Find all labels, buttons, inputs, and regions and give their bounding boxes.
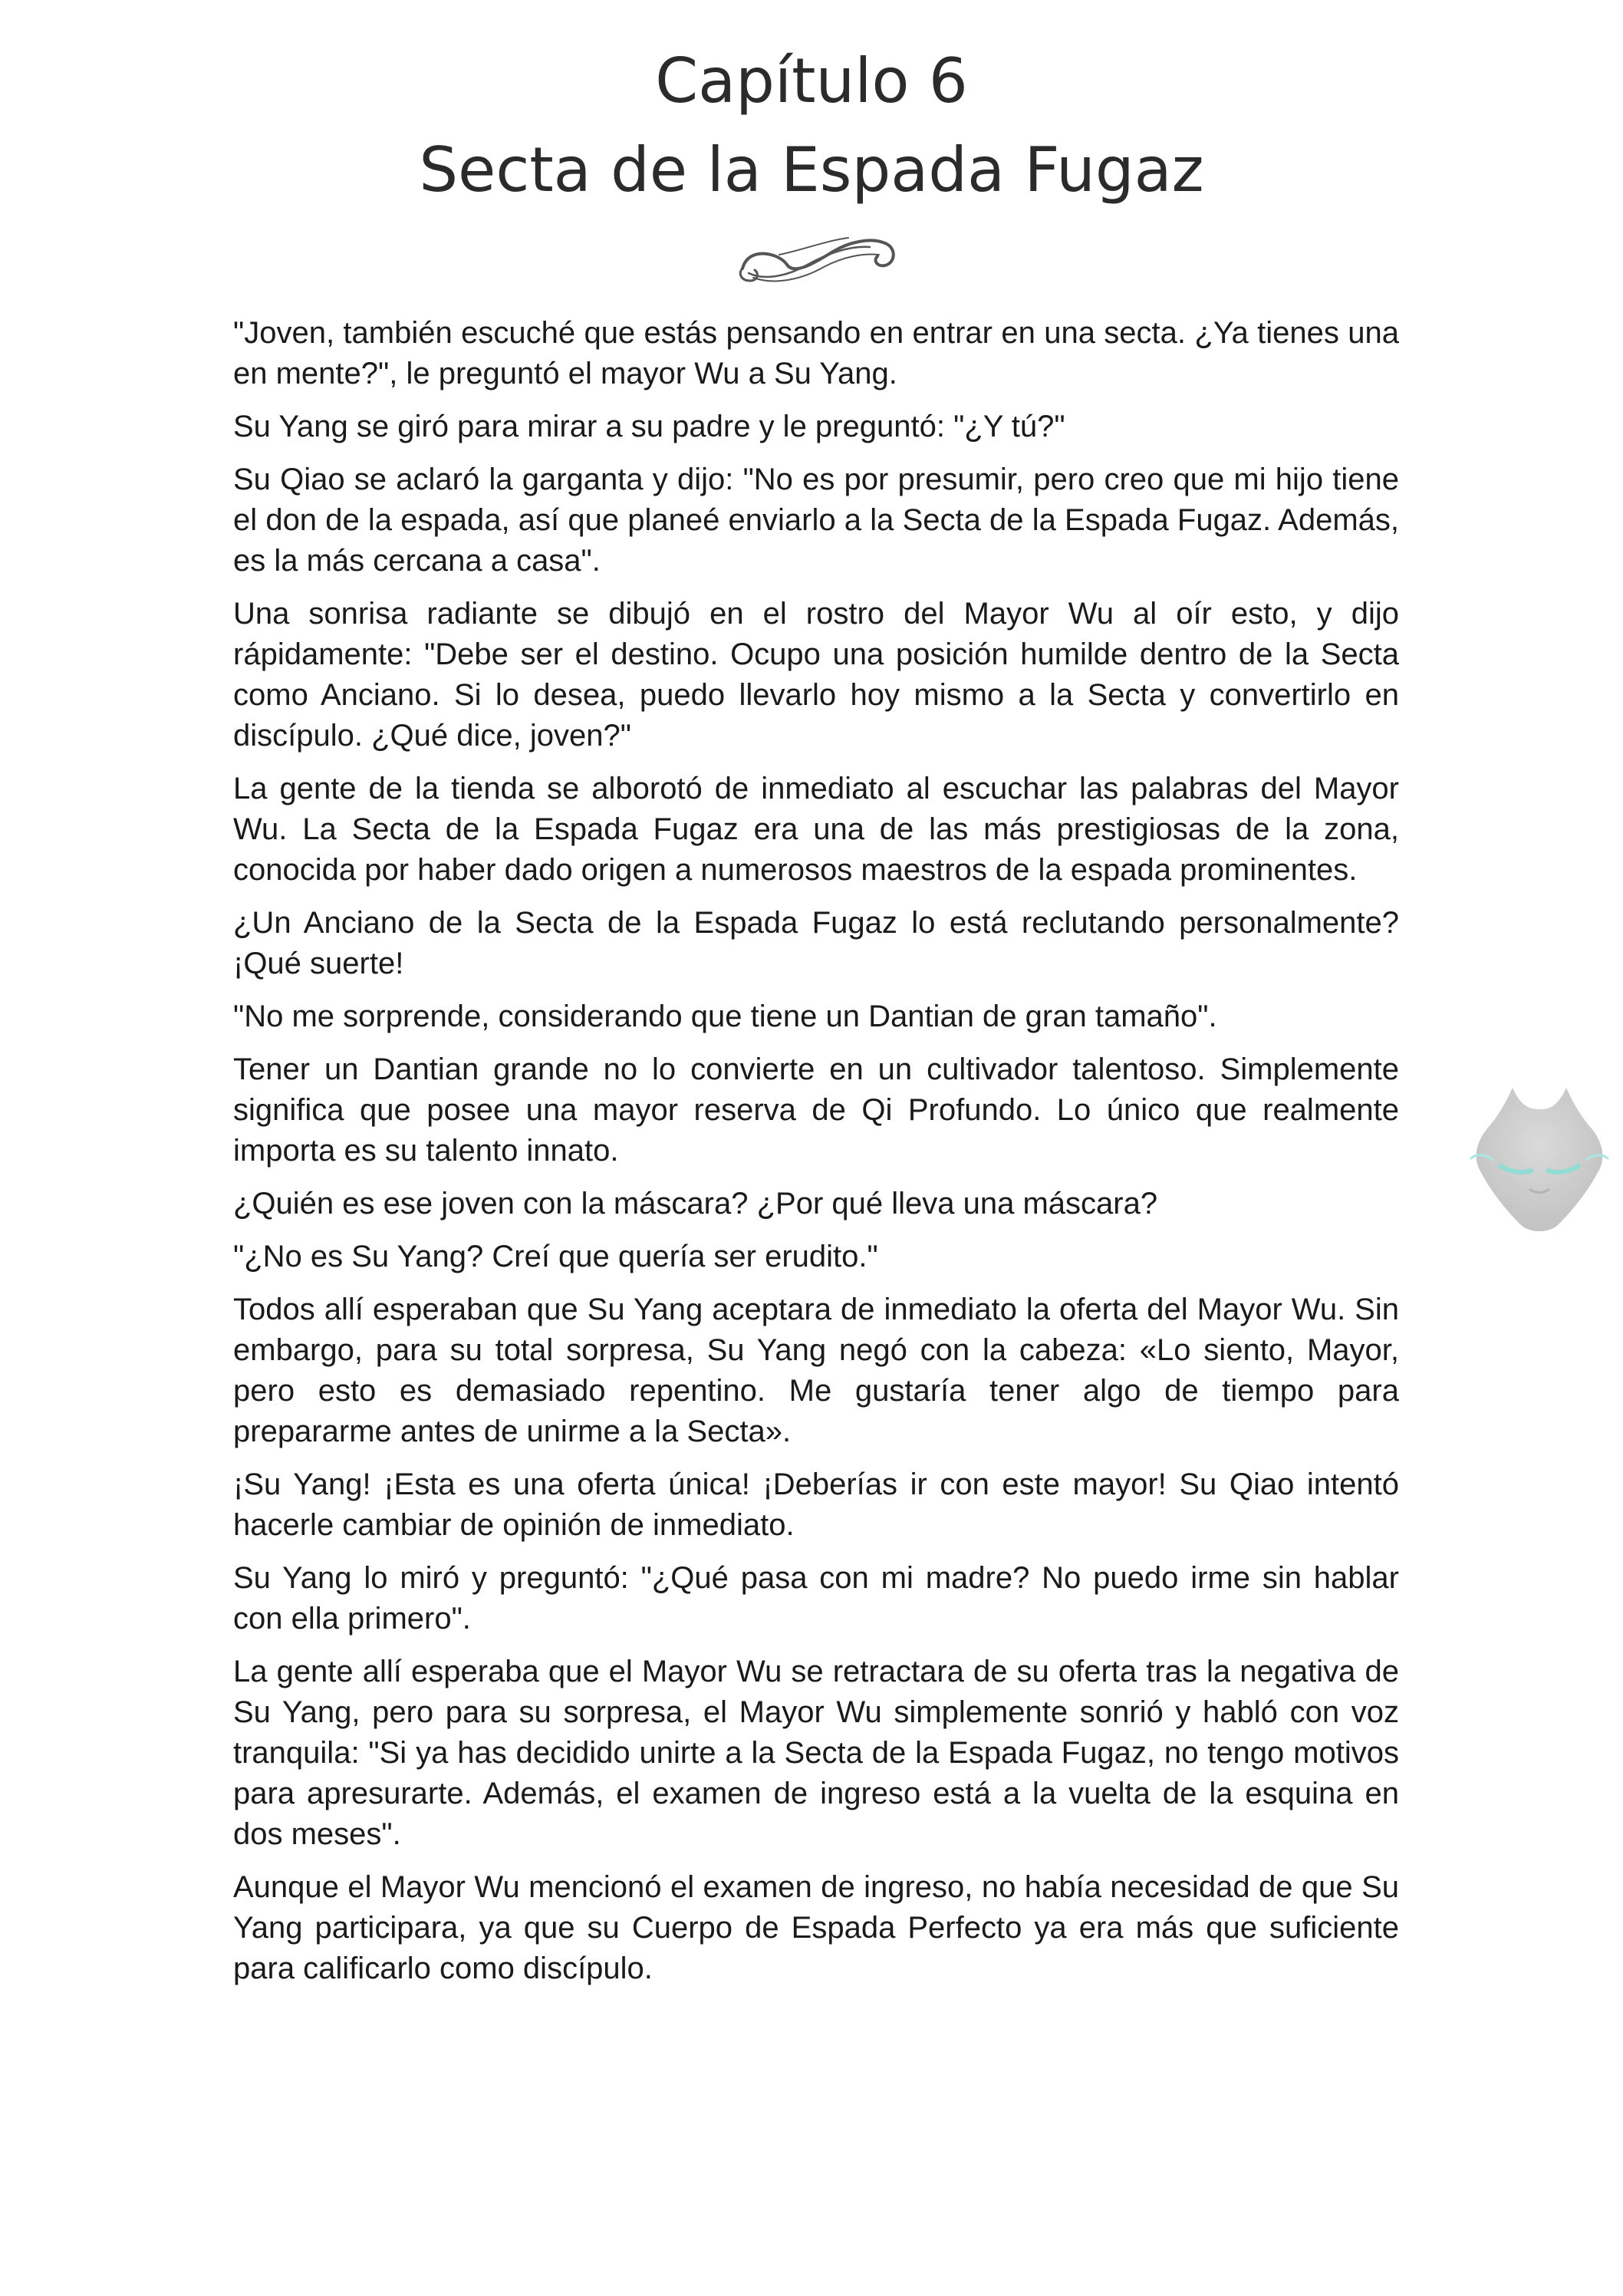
paragraph: "Joven, también escuché que estás pensando en entrar en una secta. ¿Ya tienes una en mente?", le preguntó el mayor Wu a Su Yang. — [233, 316, 1399, 390]
paragraph: Todos allí esperaban que Su Yang aceptara de inmediato la oferta del Mayor Wu. Sin embargo, para su total sorpresa, Su Yang negó con la cabeza: «Lo siento, Mayor, pero esto es demasiado repentino. Me gustaría tener algo de tiempo para prepararme antes de unirme a la Secta». — [233, 1293, 1399, 1448]
chapter-number: Capítulo 6 — [655, 45, 968, 117]
paragraph: Su Qiao se aclaró la garganta y dijo: "No es por presumir, pero creo que mi hijo tiene el don de la espada, así que planeé enviarlo a la Secta de la Espada Fugaz. Además, es la más cercana a casa". — [233, 463, 1399, 578]
demon-mask-watermark-icon — [1467, 1074, 1612, 1243]
paragraph: ¿Quién es ese joven con la máscara? ¿Por qué lleva una máscara? — [233, 1187, 1158, 1220]
paragraph: Una sonrisa radiante se dibujó en el rostro del Mayor Wu al oír esto, y dijo rápidamente: "Debe ser el destino. Ocupo una posición humilde dentro de la Secta como Anciano. Si lo desea, puedo llevarlo hoy mismo a la Secta y convertirlo en discípulo. ¿Qué dice, joven?" — [233, 597, 1399, 753]
chapter-title: Secta de la Espada Fugaz — [419, 134, 1204, 206]
paragraph: Su Yang lo miró y preguntó: "¿Qué pasa con mi madre? No puedo irme sin hablar con ella primero". — [233, 1561, 1399, 1636]
paragraph: ¿Un Anciano de la Secta de la Espada Fugaz lo está reclutando personalmente? ¡Qué suerte! — [233, 906, 1399, 980]
paragraph: La gente allí esperaba que el Mayor Wu se retractara de su oferta tras la negativa de Su Yang, pero para su sorpresa, el Mayor Wu simplemente sonrió y habló con voz tranquila: "Si ya has decidido unirte a la Secta de la Espada Fugaz, no tengo motivos para apresurarte. Además, el examen de ingreso está a la vuelta de la esquina en dos meses". — [233, 1655, 1399, 1851]
paragraph: "No me sorprende, considerando que tiene un Dantian de gran tamaño". — [233, 1000, 1217, 1033]
flourish-ornament-icon — [733, 222, 902, 292]
paragraph: La gente de la tienda se alborotó de inmediato al escuchar las palabras del Mayor Wu. La Secta de la Espada Fugaz era una de las más prestigiosas de la zona, conocida por haber dado origen a numerosos maestros de la espada prominentes. — [233, 772, 1399, 887]
paragraph: ¡Su Yang! ¡Esta es una oferta única! ¡Deberías ir con este mayor! Su Qiao intentó hacerle cambiar de opinión de inmediato. — [233, 1468, 1399, 1542]
paragraph: "¿No es Su Yang? Creí que quería ser erudito." — [233, 1240, 878, 1273]
chapter-header — [0, 37, 1623, 215]
paragraph: Su Yang se giró para mirar a su padre y le preguntó: "¿Y tú?" — [233, 410, 1065, 443]
paragraph: Tener un Dantian grande no lo convierte en un cultivador talentoso. Simplemente significa que posee una mayor reserva de Qi Profundo. Lo único que realmente importa es su talento innato. — [233, 1052, 1399, 1168]
paragraph: Aunque el Mayor Wu mencionó el examen de ingreso, no había necesidad de que Su Yang participara, ya que su Cuerpo de Espada Perfecto ya era más que suficiente para calificarlo como discípulo. — [233, 1870, 1399, 1985]
chapter-body — [233, 313, 1399, 2001]
